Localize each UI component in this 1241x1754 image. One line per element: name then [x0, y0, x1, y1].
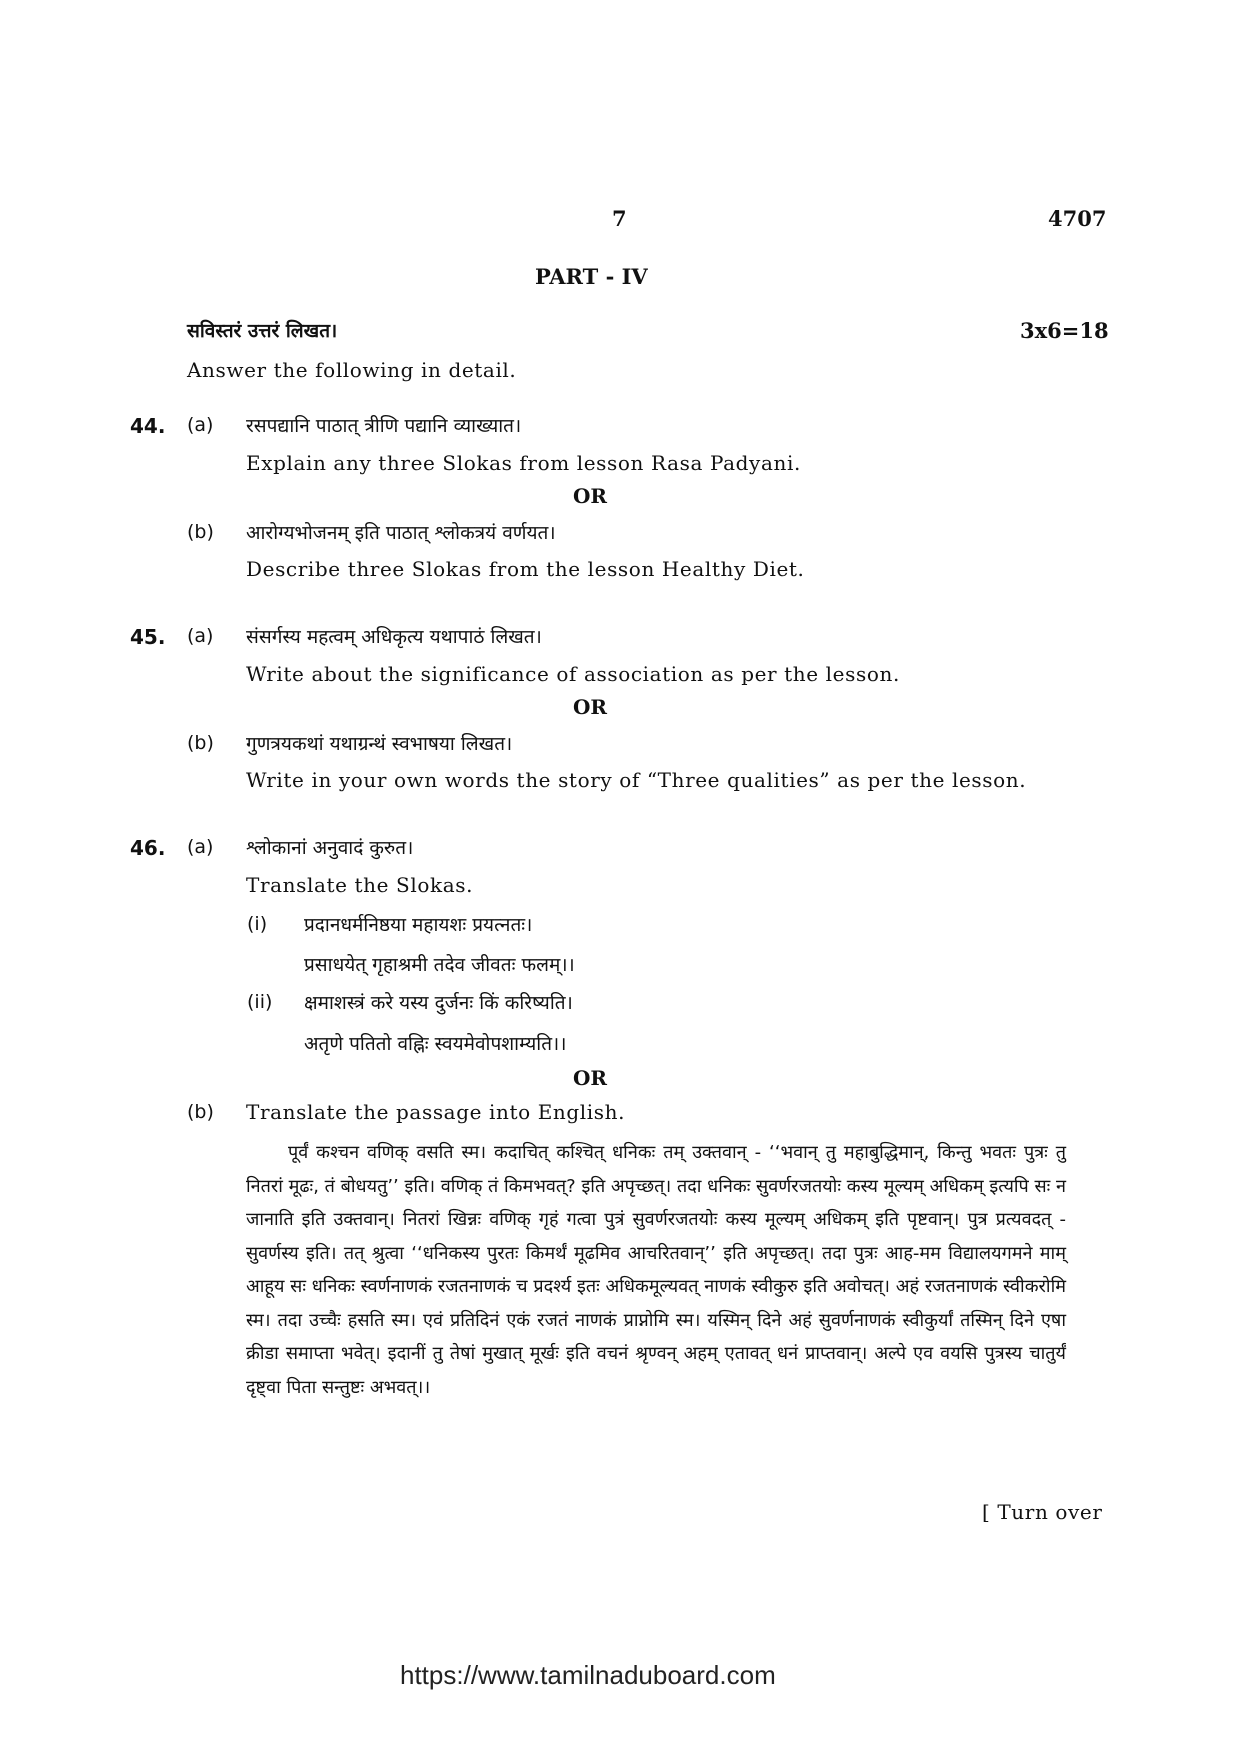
footer-url-link[interactable]: https://www.tamilnaduboard.com [400, 1660, 776, 1690]
question-number: 44. [130, 414, 166, 438]
option-label: (a) [187, 625, 214, 647]
question-text-sanskrit: श्लोकानां अनुवादं कुरुत। [246, 837, 414, 859]
page-number: 7 [612, 206, 627, 231]
question-number: 46. [130, 836, 166, 860]
translation-passage: पूर्वं कश्चन वणिक् वसति स्म। कदाचित् कश्चित् धनिकः तम् उक्तवान् - ‘‘भवान् तु महाबुद्धिमान्, किन्तु भवतः पुत्रः तु नितरां मूढः, तं बोधयतु’’ इति। वणिक् तं किमभवत्? इति अपृच्छत्। तदा धनिकः सुवर्णरजतयोः कस्य मूल्यम् अधिकम् इत्यपि सः न जानाति इति उक्तवान्। नितरां खिन्नः वणिक् गृहं गत्वा पुत्रं सुवर्णरजतयोः कस्य मूल्यम् अधिकम् इति पृष्टवान्। पुत्र प्रत्यवदत् - सुवर्णस्य इति। तत् श्रुत्वा ‘‘धनिकस्य पुरतः किमर्थं मूढमिव आचरितवान्’’ इति अपृच्छत्। तदा पुत्रः आह-मम विद्यालयगमने माम् आहूय सः धनिकः स्वर्णनाणकं रजतनाणकं च प्रदर्श्य इतः अधिकमूल्यवत् नाणकं स्वीकुरु इति अवोचत्। अहं रजतनाणकं स्वीकरोमि स्म। तदा उच्चैः हसति स्म। एवं प्रतिदिनं एकं रजतं नाणकं प्राप्नोमि स्म। यस्मिन् दिने अहं सुवर्णनाणकं स्वीकुर्यां तस्मिन् दिने एषा क्रीडा समाप्ता भवेत्। इदानीं तु तेषां मुखात् मूर्खः इति वचनं श्रृण्वन् अहम् एतावत् धनं प्राप्तवान्। अल्पे एव वयसि पुत्रस्य चातुर्यं दृष्ट्वा पिता सन्तुष्टः अभवत्।। [246, 1142, 1067, 1398]
paper-code: 4707 [1048, 206, 1107, 231]
question-text-english: Explain any three Slokas from lesson Rasa Padyani. [246, 451, 801, 475]
turn-over-note: [ Turn over [982, 1500, 1103, 1524]
sloka-line: क्षमाशस्त्रं करे यस्य दुर्जनः किं करिष्यति। [304, 992, 573, 1014]
option-label: (b) [187, 732, 214, 754]
or-separator: OR [573, 695, 608, 719]
instruction-sanskrit: सविस्तरं उत्तरं लिखत। [187, 320, 338, 342]
option-label: (a) [187, 414, 214, 436]
question-text-english: Write about the significance of association as per the lesson. [246, 662, 900, 686]
question-text-sanskrit: गुणत्रयकथां यथाग्रन्थं स्वभाषया लिखत। [246, 733, 513, 755]
option-label: (a) [187, 836, 214, 858]
question-text-english: Write in your own words the story of “Three qualities” as per the lesson. [246, 768, 1027, 792]
question-text-sanskrit: संसर्गस्य महत्वम् अधिकृत्य यथापाठं लिखत। [246, 626, 542, 648]
question-text-english: Translate the Slokas. [246, 873, 474, 897]
sloka-line: अतृणे पतितो वह्निः स्वयमेवोपशाम्यति।। [304, 1033, 567, 1055]
or-separator: OR [573, 484, 608, 508]
question-text-sanskrit: आरोग्यभोजनम् इति पाठात् श्लोकत्रयं वर्णयत। [246, 522, 556, 544]
sloka-line: प्रदानधर्मनिष्ठया महायशः प्रयत्नतः। [304, 914, 533, 936]
question-text-english: Translate the passage into English. [246, 1100, 626, 1124]
instruction-english: Answer the following in detail. [187, 358, 517, 382]
sloka-line: प्रसाधयेत् गृहाश्रमी तदेव जीवतः फलम्।। [304, 954, 575, 976]
marks-allocation: 3x6=18 [1020, 318, 1109, 343]
question-text-english: Describe three Slokas from the lesson Healthy Diet. [246, 557, 805, 581]
sloka-label: (ii) [247, 991, 273, 1013]
question-text-sanskrit: रसपद्यानि पाठात् त्रीणि पद्यानि व्याख्यात। [246, 415, 522, 437]
sloka-label: (i) [247, 913, 268, 935]
option-label: (b) [187, 1101, 214, 1123]
question-number: 45. [130, 625, 166, 649]
part-title: PART - IV [535, 264, 648, 289]
or-separator: OR [573, 1066, 608, 1090]
option-label: (b) [187, 521, 214, 543]
